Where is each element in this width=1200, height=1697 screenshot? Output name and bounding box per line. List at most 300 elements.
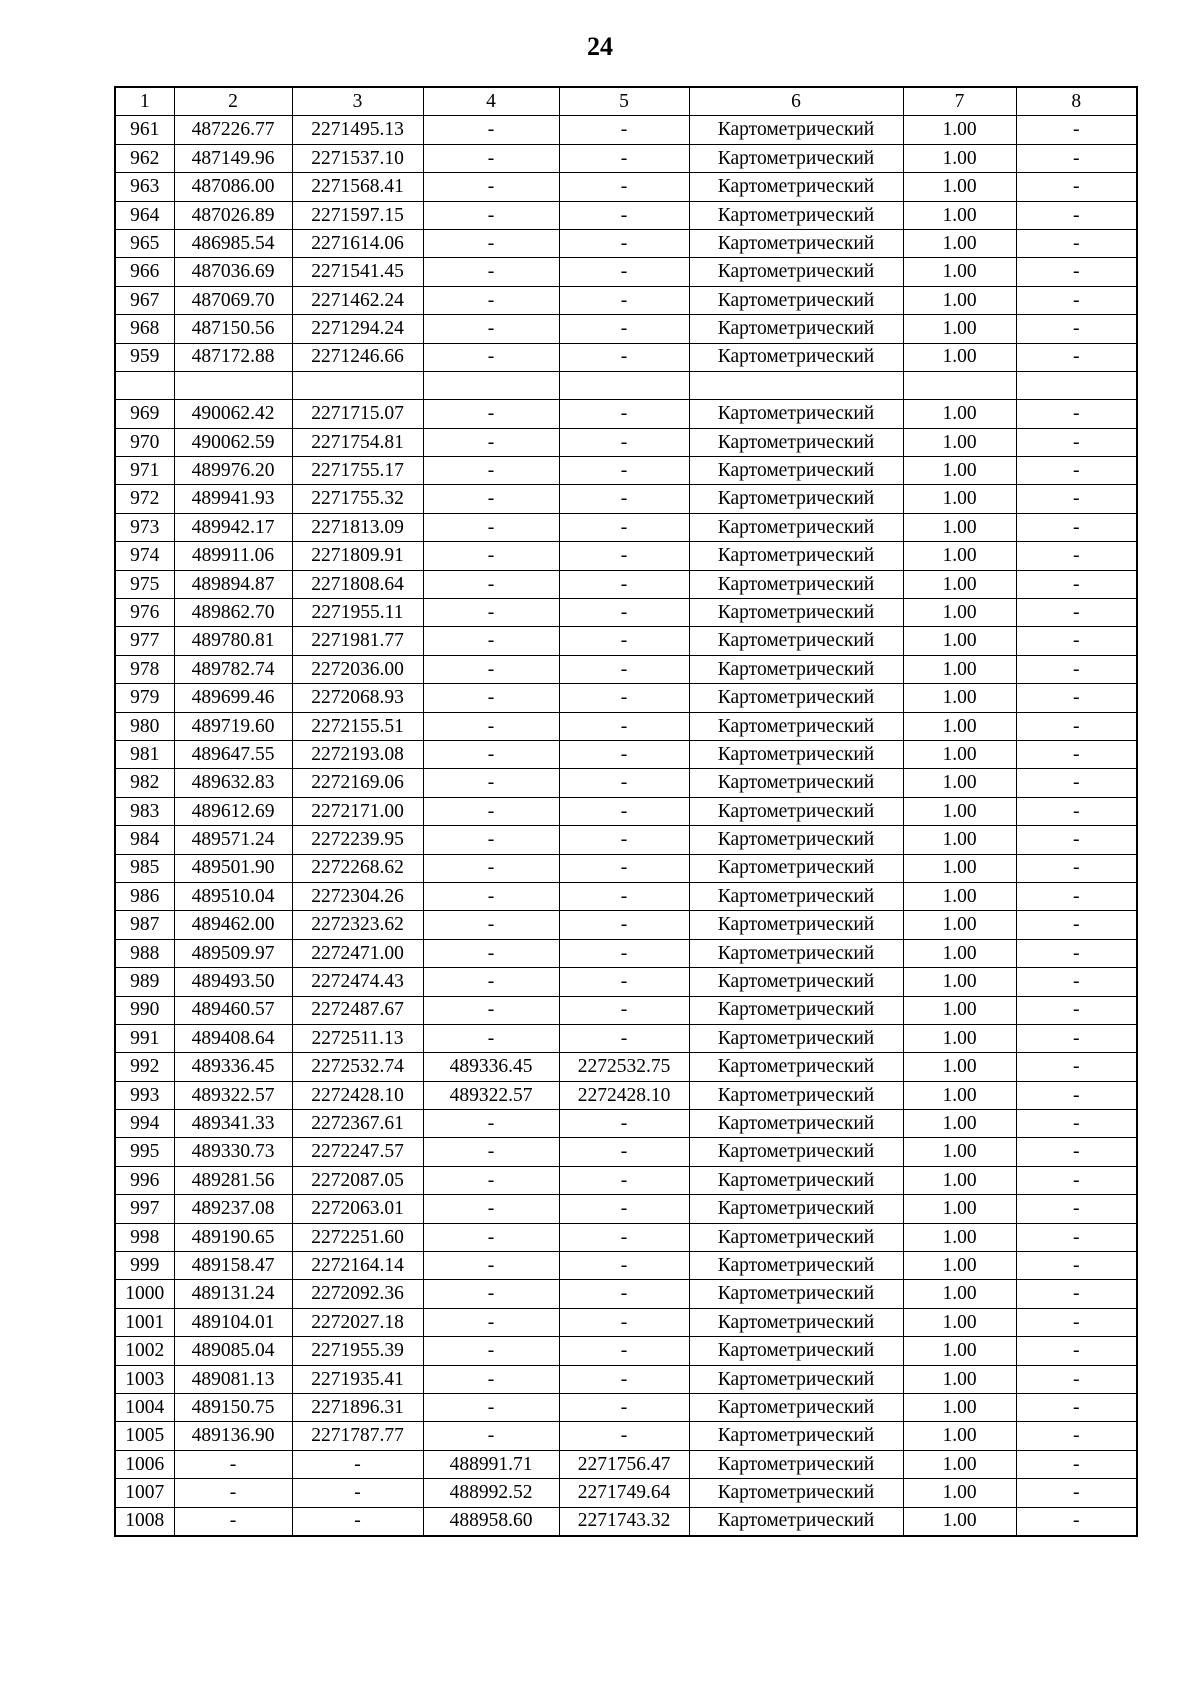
y-coordinate-cell: 2271462.24 [292, 286, 423, 314]
note-cell: - [1016, 570, 1137, 598]
method-cell: Картометрический [689, 1024, 903, 1052]
note-cell: - [1016, 797, 1137, 825]
x-coordinate-cell: 487226.77 [174, 116, 292, 144]
table-row [115, 939, 1137, 967]
accuracy-cell: 1.00 [903, 599, 1016, 627]
point-number-cell: 1002 [115, 1337, 174, 1365]
x-alt-coordinate-cell: - [423, 201, 559, 229]
accuracy-cell: 1.00 [903, 229, 1016, 257]
table-row [115, 513, 1137, 541]
method-cell: Картометрический [689, 485, 903, 513]
point-number-cell: 985 [115, 854, 174, 882]
y-coordinate-cell: 2271755.17 [292, 457, 423, 485]
method-cell: Картометрический [689, 1252, 903, 1280]
point-number-cell: 969 [115, 400, 174, 428]
point-number-cell: 974 [115, 542, 174, 570]
y-alt-coordinate-cell: 2271756.47 [559, 1450, 689, 1478]
x-coordinate-cell: 489131.24 [174, 1280, 292, 1308]
x-alt-coordinate-cell: - [423, 1252, 559, 1280]
y-alt-coordinate-cell: - [559, 684, 689, 712]
note-cell: - [1016, 1450, 1137, 1478]
x-alt-coordinate-cell: - [423, 542, 559, 570]
method-cell: Картометрический [689, 968, 903, 996]
note-cell: - [1016, 968, 1137, 996]
y-alt-coordinate-cell: - [559, 315, 689, 343]
y-coordinate-cell: 2272171.00 [292, 797, 423, 825]
point-number-cell: 999 [115, 1252, 174, 1280]
x-alt-coordinate-cell: - [423, 1138, 559, 1166]
accuracy-cell: 1.00 [903, 854, 1016, 882]
note-cell: - [1016, 343, 1137, 371]
y-coordinate-cell: 2272304.26 [292, 882, 423, 910]
x-coordinate-cell [174, 371, 292, 399]
method-cell: Картометрический [689, 684, 903, 712]
x-coordinate-cell: 489158.47 [174, 1252, 292, 1280]
table-row [115, 229, 1137, 257]
table-row [115, 996, 1137, 1024]
x-coordinate-cell: 489104.01 [174, 1308, 292, 1336]
note-cell: - [1016, 1308, 1137, 1336]
x-alt-coordinate-cell: - [423, 457, 559, 485]
method-cell: Картометрический [689, 882, 903, 910]
y-alt-coordinate-cell: - [559, 1138, 689, 1166]
table-row [115, 1195, 1137, 1223]
x-coordinate-cell: 489699.46 [174, 684, 292, 712]
x-coordinate-cell: 489408.64 [174, 1024, 292, 1052]
point-number-cell: 996 [115, 1166, 174, 1194]
note-cell: - [1016, 1365, 1137, 1393]
method-cell: Картометрический [689, 996, 903, 1024]
point-number-cell: 998 [115, 1223, 174, 1251]
note-cell: - [1016, 1138, 1137, 1166]
table-row [115, 570, 1137, 598]
method-cell: Картометрический [689, 911, 903, 939]
note-cell: - [1016, 485, 1137, 513]
note-cell: - [1016, 599, 1137, 627]
y-alt-coordinate-cell: - [559, 911, 689, 939]
accuracy-cell: 1.00 [903, 1110, 1016, 1138]
y-coordinate-cell: 2271541.45 [292, 258, 423, 286]
accuracy-cell: 1.00 [903, 116, 1016, 144]
method-cell: Картометрический [689, 1507, 903, 1536]
accuracy-cell: 1.00 [903, 939, 1016, 967]
y-alt-coordinate-cell: - [559, 457, 689, 485]
point-number-cell: 994 [115, 1110, 174, 1138]
note-cell: - [1016, 684, 1137, 712]
x-coordinate-cell: 489612.69 [174, 797, 292, 825]
method-cell: Картометрический [689, 1393, 903, 1421]
table-row [115, 1393, 1137, 1421]
y-coordinate-cell: 2271568.41 [292, 173, 423, 201]
method-cell: Картометрический [689, 1223, 903, 1251]
note-cell: - [1016, 1081, 1137, 1109]
x-alt-coordinate-cell: 488958.60 [423, 1507, 559, 1536]
x-coordinate-cell: 490062.59 [174, 428, 292, 456]
table-row [115, 769, 1137, 797]
y-alt-coordinate-cell: - [559, 712, 689, 740]
point-number-cell: 973 [115, 513, 174, 541]
y-coordinate-cell: 2271614.06 [292, 229, 423, 257]
accuracy-cell: 1.00 [903, 769, 1016, 797]
y-coordinate-cell: 2271754.81 [292, 428, 423, 456]
method-cell: Картометрический [689, 201, 903, 229]
x-alt-coordinate-cell: - [423, 655, 559, 683]
accuracy-cell: 1.00 [903, 315, 1016, 343]
table-row [115, 684, 1137, 712]
note-cell: - [1016, 1223, 1137, 1251]
table-row [115, 485, 1137, 513]
table-row [115, 1053, 1137, 1081]
note-cell: - [1016, 1195, 1137, 1223]
y-coordinate-cell: 2271955.11 [292, 599, 423, 627]
y-coordinate-cell: 2271981.77 [292, 627, 423, 655]
point-number-cell: 976 [115, 599, 174, 627]
table-row [115, 343, 1137, 371]
point-number-cell: 1003 [115, 1365, 174, 1393]
x-coordinate-cell: 489719.60 [174, 712, 292, 740]
note-cell: - [1016, 1166, 1137, 1194]
x-alt-coordinate-cell: - [423, 996, 559, 1024]
y-alt-coordinate-cell: 2271749.64 [559, 1479, 689, 1507]
x-alt-coordinate-cell: - [423, 1308, 559, 1336]
accuracy-cell: 1.00 [903, 684, 1016, 712]
x-coordinate-cell: 489632.83 [174, 769, 292, 797]
y-coordinate-cell: 2272532.74 [292, 1053, 423, 1081]
note-cell: - [1016, 428, 1137, 456]
y-alt-coordinate-cell: - [559, 513, 689, 541]
accuracy-cell: 1.00 [903, 542, 1016, 570]
x-coordinate-cell: 487086.00 [174, 173, 292, 201]
accuracy-cell: 1.00 [903, 570, 1016, 598]
y-coordinate-cell: 2272087.05 [292, 1166, 423, 1194]
x-alt-coordinate-cell: - [423, 315, 559, 343]
y-alt-coordinate-cell: - [559, 1337, 689, 1365]
table-row [115, 315, 1137, 343]
note-cell: - [1016, 258, 1137, 286]
point-number-cell: 1004 [115, 1393, 174, 1421]
x-coordinate-cell: 487069.70 [174, 286, 292, 314]
page-number: 24 [587, 32, 613, 61]
table-row [115, 1081, 1137, 1109]
point-number-cell: 990 [115, 996, 174, 1024]
accuracy-cell: 1.00 [903, 1308, 1016, 1336]
x-alt-coordinate-cell: - [423, 116, 559, 144]
y-coordinate-cell: 2272323.62 [292, 911, 423, 939]
x-coordinate-cell: 489190.65 [174, 1223, 292, 1251]
table-row [115, 599, 1137, 627]
x-coordinate-cell: 489493.50 [174, 968, 292, 996]
point-number-cell: 995 [115, 1138, 174, 1166]
x-alt-coordinate-cell: - [423, 1110, 559, 1138]
y-alt-coordinate-cell: - [559, 1308, 689, 1336]
x-coordinate-cell: 490062.42 [174, 400, 292, 428]
column-header: 3 [292, 87, 423, 116]
y-coordinate-cell: 2271715.07 [292, 400, 423, 428]
note-cell: - [1016, 996, 1137, 1024]
note-cell: - [1016, 144, 1137, 172]
table-row [115, 258, 1137, 286]
table-row [115, 1138, 1137, 1166]
accuracy-cell: 1.00 [903, 286, 1016, 314]
x-alt-coordinate-cell: - [423, 854, 559, 882]
accuracy-cell: 1.00 [903, 1422, 1016, 1450]
method-cell: Картометрический [689, 1422, 903, 1450]
y-alt-coordinate-cell: - [559, 769, 689, 797]
table-row [115, 428, 1137, 456]
y-alt-coordinate-cell: - [559, 173, 689, 201]
point-number-cell: 959 [115, 343, 174, 371]
x-coordinate-cell: 487172.88 [174, 343, 292, 371]
x-alt-coordinate-cell: - [423, 939, 559, 967]
x-coordinate-cell: 489862.70 [174, 599, 292, 627]
table-row [115, 173, 1137, 201]
accuracy-cell [903, 371, 1016, 399]
x-alt-coordinate-cell: - [423, 968, 559, 996]
point-number-cell: 972 [115, 485, 174, 513]
y-coordinate-cell: 2272193.08 [292, 740, 423, 768]
x-alt-coordinate-cell: 488991.71 [423, 1450, 559, 1478]
point-number-cell: 966 [115, 258, 174, 286]
note-cell: - [1016, 1110, 1137, 1138]
note-cell: - [1016, 542, 1137, 570]
y-alt-coordinate-cell: - [559, 400, 689, 428]
note-cell: - [1016, 1252, 1137, 1280]
point-number-cell: 979 [115, 684, 174, 712]
x-coordinate-cell: 489085.04 [174, 1337, 292, 1365]
x-coordinate-cell: 489942.17 [174, 513, 292, 541]
point-number-cell: 988 [115, 939, 174, 967]
point-number-cell: 991 [115, 1024, 174, 1052]
x-alt-coordinate-cell: - [423, 144, 559, 172]
point-number-cell: 967 [115, 286, 174, 314]
table-row [115, 400, 1137, 428]
y-alt-coordinate-cell: - [559, 797, 689, 825]
method-cell: Картометрический [689, 542, 903, 570]
x-coordinate-cell: 489911.06 [174, 542, 292, 570]
column-header: 2 [174, 87, 292, 116]
note-cell: - [1016, 315, 1137, 343]
x-alt-coordinate-cell: - [423, 1280, 559, 1308]
note-cell: - [1016, 1422, 1137, 1450]
accuracy-cell: 1.00 [903, 1252, 1016, 1280]
point-number-cell: 971 [115, 457, 174, 485]
x-alt-coordinate-cell: - [423, 513, 559, 541]
point-number-cell: 992 [115, 1053, 174, 1081]
y-coordinate-cell: 2272063.01 [292, 1195, 423, 1223]
y-coordinate-cell: - [292, 1479, 423, 1507]
x-alt-coordinate-cell: - [423, 286, 559, 314]
y-alt-coordinate-cell: - [559, 882, 689, 910]
point-number-cell: 1000 [115, 1280, 174, 1308]
y-coordinate-cell: 2272247.57 [292, 1138, 423, 1166]
table-row [115, 116, 1137, 144]
point-number-cell: 1005 [115, 1422, 174, 1450]
x-alt-coordinate-cell: - [423, 769, 559, 797]
y-alt-coordinate-cell: - [559, 627, 689, 655]
note-cell: - [1016, 1024, 1137, 1052]
y-coordinate-cell: 2271246.66 [292, 343, 423, 371]
y-coordinate-cell: 2271787.77 [292, 1422, 423, 1450]
y-alt-coordinate-cell: - [559, 740, 689, 768]
x-alt-coordinate-cell: - [423, 627, 559, 655]
method-cell: Картометрический [689, 173, 903, 201]
note-cell: - [1016, 740, 1137, 768]
y-alt-coordinate-cell: - [559, 286, 689, 314]
note-cell: - [1016, 939, 1137, 967]
table-row [115, 1479, 1137, 1507]
point-number-cell: 978 [115, 655, 174, 683]
note-cell: - [1016, 173, 1137, 201]
method-cell: Картометрический [689, 457, 903, 485]
accuracy-cell: 1.00 [903, 740, 1016, 768]
table-row [115, 201, 1137, 229]
note-cell: - [1016, 1053, 1137, 1081]
method-cell: Картометрический [689, 826, 903, 854]
y-coordinate-cell: 2272511.13 [292, 1024, 423, 1052]
point-number-cell: 982 [115, 769, 174, 797]
note-cell: - [1016, 1393, 1137, 1421]
note-cell: - [1016, 655, 1137, 683]
method-cell: Картометрический [689, 116, 903, 144]
x-coordinate-cell: 489571.24 [174, 826, 292, 854]
x-coordinate-cell: 489136.90 [174, 1422, 292, 1450]
method-cell: Картометрический [689, 1280, 903, 1308]
note-cell: - [1016, 201, 1137, 229]
x-alt-coordinate-cell: - [423, 1223, 559, 1251]
x-alt-coordinate-cell: - [423, 1337, 559, 1365]
x-alt-coordinate-cell: 488992.52 [423, 1479, 559, 1507]
y-alt-coordinate-cell: - [559, 116, 689, 144]
point-number-cell: 986 [115, 882, 174, 910]
x-alt-coordinate-cell: - [423, 712, 559, 740]
point-number-cell [115, 371, 174, 399]
accuracy-cell: 1.00 [903, 1280, 1016, 1308]
x-alt-coordinate-cell: 489322.57 [423, 1081, 559, 1109]
y-alt-coordinate-cell: - [559, 854, 689, 882]
y-alt-coordinate-cell: - [559, 144, 689, 172]
point-number-cell: 980 [115, 712, 174, 740]
method-cell: Картометрический [689, 286, 903, 314]
column-header: 5 [559, 87, 689, 116]
x-alt-coordinate-cell: - [423, 684, 559, 712]
y-alt-coordinate-cell: - [559, 1223, 689, 1251]
x-coordinate-cell: - [174, 1450, 292, 1478]
accuracy-cell: 1.00 [903, 1081, 1016, 1109]
y-alt-coordinate-cell: - [559, 996, 689, 1024]
accuracy-cell: 1.00 [903, 712, 1016, 740]
y-alt-coordinate-cell: - [559, 1365, 689, 1393]
note-cell: - [1016, 400, 1137, 428]
x-alt-coordinate-cell: - [423, 343, 559, 371]
method-cell: Картометрический [689, 258, 903, 286]
point-number-cell: 1007 [115, 1479, 174, 1507]
accuracy-cell: 1.00 [903, 968, 1016, 996]
y-alt-coordinate-cell: - [559, 570, 689, 598]
note-cell: - [1016, 712, 1137, 740]
accuracy-cell: 1.00 [903, 400, 1016, 428]
x-alt-coordinate-cell: - [423, 173, 559, 201]
table-row [115, 1110, 1137, 1138]
accuracy-cell: 1.00 [903, 201, 1016, 229]
table-row [115, 854, 1137, 882]
x-alt-coordinate-cell: - [423, 911, 559, 939]
x-coordinate-cell: 487036.69 [174, 258, 292, 286]
x-coordinate-cell: 489501.90 [174, 854, 292, 882]
method-cell: Картометрический [689, 1138, 903, 1166]
x-alt-coordinate-cell: - [423, 826, 559, 854]
table-row [115, 627, 1137, 655]
y-alt-coordinate-cell: 2271743.32 [559, 1507, 689, 1536]
y-alt-coordinate-cell: - [559, 1280, 689, 1308]
y-alt-coordinate-cell: - [559, 1024, 689, 1052]
note-cell: - [1016, 457, 1137, 485]
x-alt-coordinate-cell: - [423, 740, 559, 768]
y-coordinate-cell: 2272164.14 [292, 1252, 423, 1280]
y-coordinate-cell: 2271294.24 [292, 315, 423, 343]
point-number-cell: 981 [115, 740, 174, 768]
method-cell: Картометрический [689, 1195, 903, 1223]
note-cell: - [1016, 229, 1137, 257]
x-coordinate-cell: 489237.08 [174, 1195, 292, 1223]
accuracy-cell: 1.00 [903, 144, 1016, 172]
y-alt-coordinate-cell: - [559, 1166, 689, 1194]
accuracy-cell: 1.00 [903, 655, 1016, 683]
point-number-cell: 989 [115, 968, 174, 996]
table-row [115, 144, 1137, 172]
accuracy-cell: 1.00 [903, 258, 1016, 286]
accuracy-cell: 1.00 [903, 343, 1016, 371]
method-cell: Картометрический [689, 1110, 903, 1138]
note-cell: - [1016, 627, 1137, 655]
method-cell: Картометрический [689, 740, 903, 768]
point-number-cell: 1008 [115, 1507, 174, 1536]
accuracy-cell: 1.00 [903, 1450, 1016, 1478]
method-cell: Картометрический [689, 229, 903, 257]
y-coordinate-cell: 2272027.18 [292, 1308, 423, 1336]
point-number-cell: 987 [115, 911, 174, 939]
y-coordinate-cell: 2272036.00 [292, 655, 423, 683]
point-number-cell: 984 [115, 826, 174, 854]
note-cell: - [1016, 116, 1137, 144]
y-alt-coordinate-cell: - [559, 343, 689, 371]
accuracy-cell: 1.00 [903, 173, 1016, 201]
y-coordinate-cell: 2272268.62 [292, 854, 423, 882]
y-alt-coordinate-cell: - [559, 968, 689, 996]
x-alt-coordinate-cell: - [423, 882, 559, 910]
method-cell: Картометрический [689, 570, 903, 598]
table-row [115, 457, 1137, 485]
accuracy-cell: 1.00 [903, 1337, 1016, 1365]
method-cell: Картометрический [689, 315, 903, 343]
table-row [115, 882, 1137, 910]
y-alt-coordinate-cell: - [559, 428, 689, 456]
y-coordinate-cell: 2272092.36 [292, 1280, 423, 1308]
method-cell: Картометрический [689, 513, 903, 541]
x-alt-coordinate-cell: - [423, 599, 559, 627]
accuracy-cell: 1.00 [903, 1166, 1016, 1194]
accuracy-cell: 1.00 [903, 882, 1016, 910]
point-number-cell: 963 [115, 173, 174, 201]
method-cell: Картометрический [689, 627, 903, 655]
table-row [115, 371, 1137, 399]
note-cell: - [1016, 826, 1137, 854]
y-coordinate-cell: 2272367.61 [292, 1110, 423, 1138]
y-alt-coordinate-cell [559, 371, 689, 399]
y-coordinate-cell: 2271809.91 [292, 542, 423, 570]
note-cell: - [1016, 1479, 1137, 1507]
table-row [115, 911, 1137, 939]
y-coordinate-cell: 2271597.15 [292, 201, 423, 229]
